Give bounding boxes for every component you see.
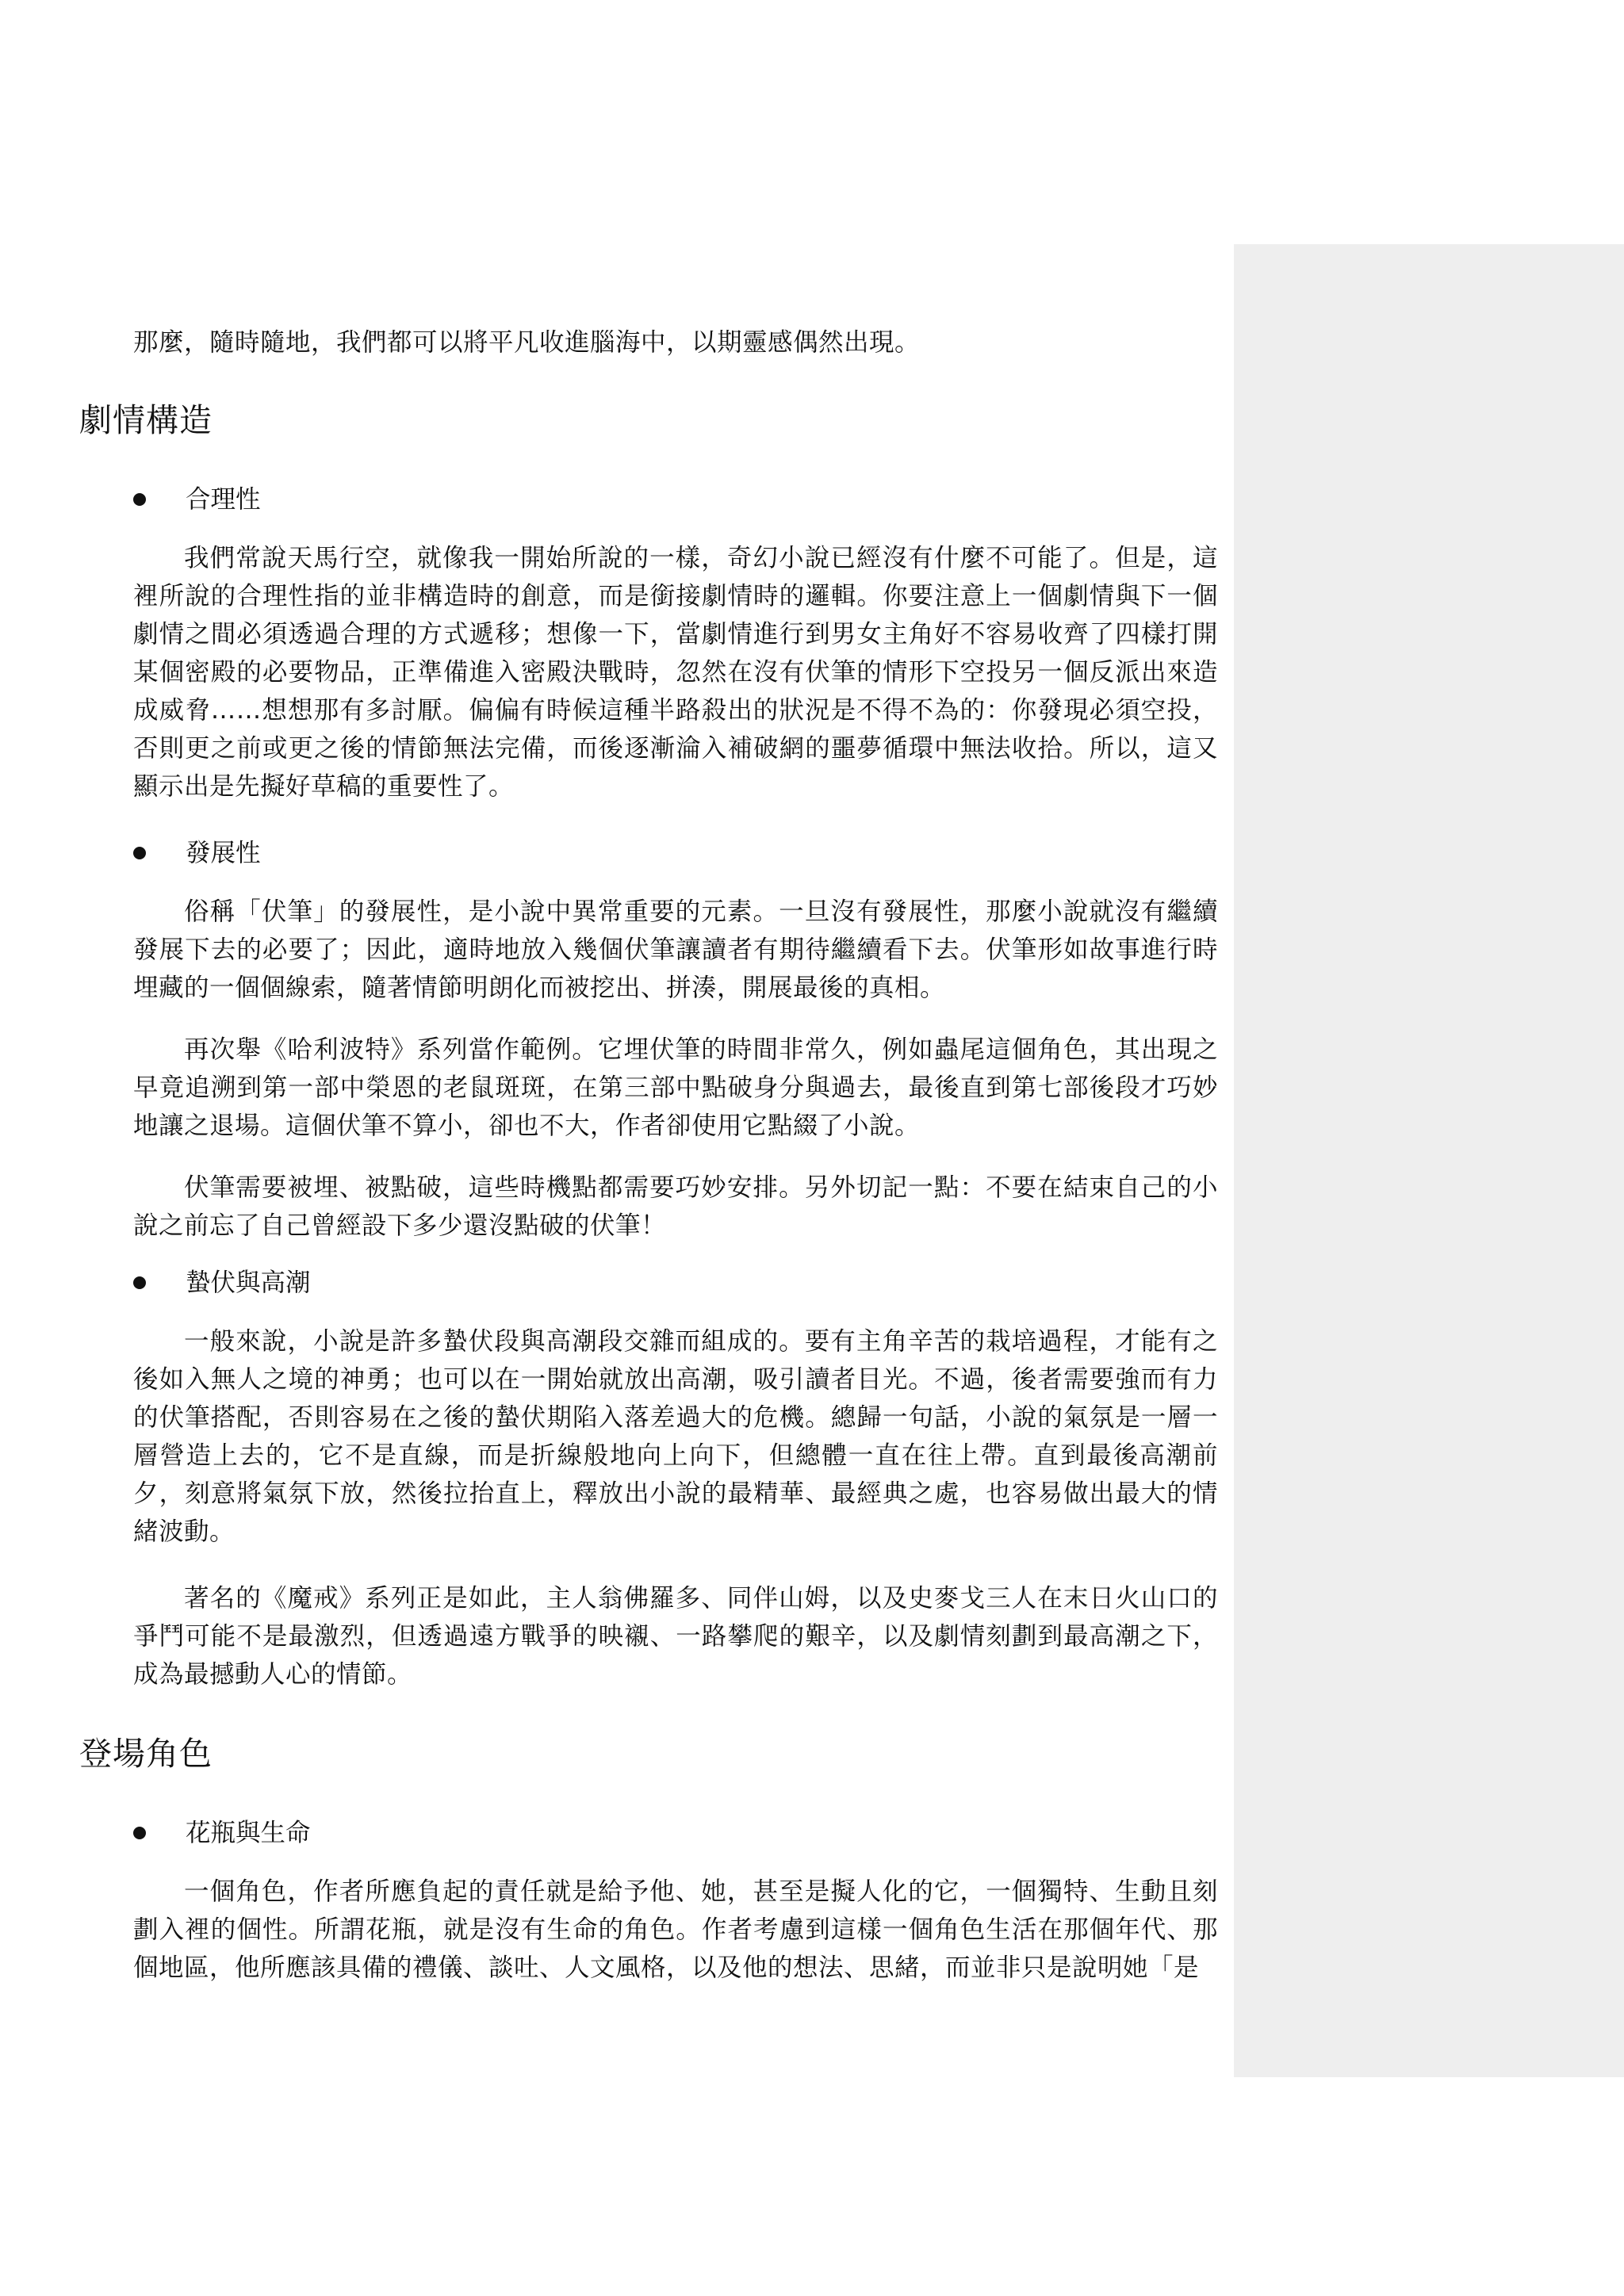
bullet-climax	[133, 1264, 311, 1302]
character-paragraph-1: 一個角色，作者所應負起的責任就是給予他、她，甚至是擬人化的它，一個獨特、生動且刻劃入裡的個性。所謂花瓶，就是沒有生命的角色。作者考慮到這樣一個角色生活在那個年代、那個地區，他所應該具備的禮儀、談吐、人文風格，以及他的想法、思緒，而並非只是說明她「是	[133, 1877, 1218, 1982]
development-paragraph-1: 俗稱「伏筆」的發展性，是小說中異常重要的元素。一旦沒有發展性，那麼小說就沒有繼續發展下去的必要了；因此，適時地放入幾個伏筆讓讀者有期待繼續看下去。伏筆形如故事進行時埋藏的一個個線索，隨著情節明朗化而被挖出、拼湊，開展最後的真相。	[133, 897, 1218, 1002]
intro-paragraph: 那麼，隨時隨地，我們都可以將平凡收進腦海中，以期靈感偶然出現。	[133, 328, 921, 357]
development-paragraph-2: 再次舉《哈利波特》系列當作範例。它埋伏筆的時間非常久，例如蟲尾這個角色，其出現之早竟追溯到第一部中榮恩的老鼠斑斑，在第三部中點破身分與過去，最後直到第七部後段才巧妙地讓之退場。這個伏筆不算小，卻也不大，作者卻使用它點綴了小說。	[133, 1035, 1218, 1140]
climax-paragraph-1: 一般來說，小說是許多蟄伏段與高潮段交雜而組成的。要有主角辛苦的栽培過程，才能有之後如入無人之境的神勇；也可以在一開始就放出高潮，吸引讀者目光。不過，後者需要強而有力的伏筆搭配，否則容易在之後的蟄伏期陷入落差過大的危機。總歸一句話，小說的氣氛是一層一層營造上去的，它不是直線，而是折線般地向上向下，但總體一直在往上帶。直到最後高潮前夕，刻意將氣氛下放，然後拉抬直上，釋放出小說的最精華、最經典之處，也容易做出最大的情緒波動。	[133, 1327, 1218, 1546]
bullet-dot-icon	[133, 1276, 146, 1289]
reasonable-paragraph: 我們常說天馬行空，就像我一開始所說的一樣，奇幻小說已經沒有什麼不可能了。但是，這裡所說的合理性指的並非構造時的創意，而是銜接劇情時的邏輯。你要注意上一個劇情與下一個劇情之間必須透過合理的方式遞移；想像一下，當劇情進行到男女主角好不容易收齊了四樣打開某個密殿的必要物品，正準備進入密殿決戰時，忽然在沒有伏筆的情形下空投另一個反派出來造成威脅……想想那有多討厭。偏偏有時候這種半路殺出的狀況是不得不為的：你發現必須空投，否則更之前或更之後的情節無法完備，而後逐漸淪入補破網的噩夢循環中無法收拾。所以，這又顯示出是先擬好草稿的重要性了。	[133, 544, 1218, 801]
bullet-reasonable	[133, 480, 261, 519]
bullet-dot-icon	[133, 493, 146, 506]
bullet-dot-icon	[133, 1827, 146, 1839]
development-paragraph-3: 伏筆需要被埋、被點破，這些時機點都需要巧妙安排。另外切記一點：不要在結束自己的小說之前忘了自己曾經設下多少還沒點破的伏筆！	[133, 1173, 1218, 1240]
bullet-development	[133, 834, 261, 872]
heading-plot-structure: 劇情構造	[79, 401, 213, 439]
bullet-label: 花瓶與生命	[186, 1819, 311, 1847]
bullet-label: 合理性	[186, 485, 261, 514]
climax-paragraph-2: 著名的《魔戒》系列正是如此，主人翁佛羅多、同伴山姆，以及史麥戈三人在末日火山口的爭鬥可能不是最激烈，但透過遠方戰爭的映襯、一路攀爬的艱辛，以及劇情刻劃到最高潮之下，成為最撼動人心的情節。	[133, 1584, 1218, 1689]
comment-margin-pane	[1234, 244, 1624, 2077]
bullet-dot-icon	[133, 847, 146, 859]
bullet-label: 蟄伏與高潮	[186, 1269, 311, 1297]
bullet-label: 發展性	[186, 839, 261, 867]
bullet-vase-and-life	[133, 1814, 311, 1852]
heading-characters: 登場角色	[79, 1735, 213, 1773]
